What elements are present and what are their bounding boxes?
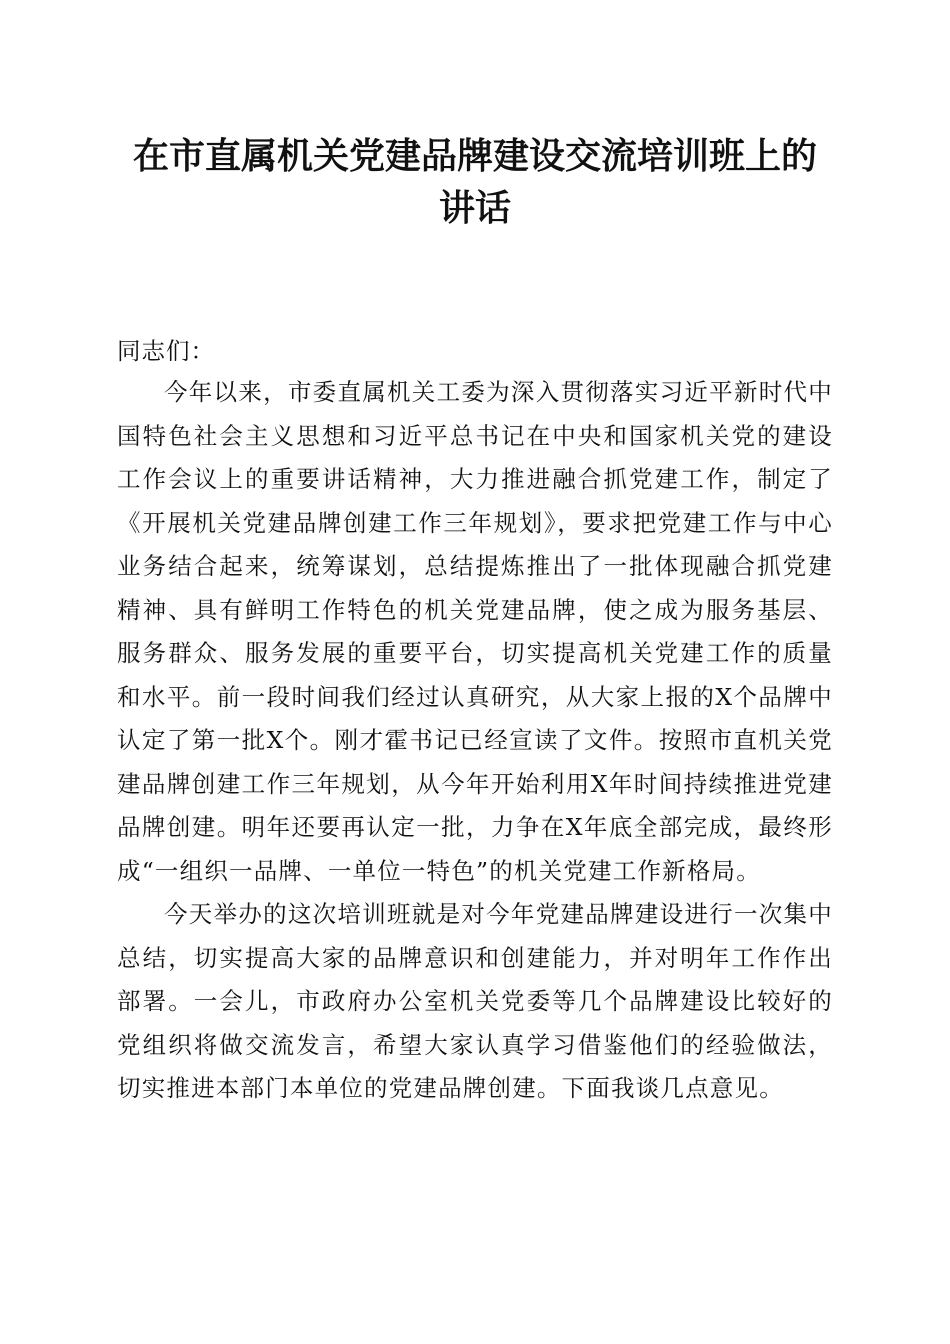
- paragraph-1: 今年以来，市委直属机关工委为深入贯彻落实习近平新时代中国特色社会主义思想和习近平总书记在中央和国家机关党的建设工作会议上的重要讲话精神，大力推进融合抓党建工作，制定了《开展机关党建品牌创建工作三年规划》，要求把党建工作与中心业务结合起来，统筹谋划，总结提炼推出了一批体现融合抓党建精神、具有鲜明工作特色的机关党建品牌，使之成为服务基层、服务群众、服务发展的重要平台，切实提高机关党建工作的质量和水平。前一段时间我们经过认真研究，从大家上报的X个品牌中认定了第一批X个。刚才霍书记已经宣读了文件。按照市直机关党建品牌创建工作三年规划，从今年开始利用X年时间持续推进党建品牌创建。明年还要再认定一批，力争在X年底全部完成，最终形成“一组织一品牌、一单位一特色”的机关党建工作新格局。: [117, 378, 833, 885]
- document-page: [117, 130, 833, 1111]
- paragraph-2: 今天举办的这次培训班就是对今年党建品牌建设进行一次集中总结，切实提高大家的品牌意识和创建能力，并对明年工作作出部署。一会儿，市政府办公室机关党委等几个品牌建设比较好的党组织将做交流发言，希望大家认真学习借鉴他们的经验做法，切实推进本部门本单位的党建品牌创建。下面我谈几点意见。: [117, 900, 833, 1102]
- salutation: 同志们：: [117, 337, 215, 365]
- document-title: 在市直属机关党建品牌建设交流培训班上的讲话: [132, 135, 817, 229]
